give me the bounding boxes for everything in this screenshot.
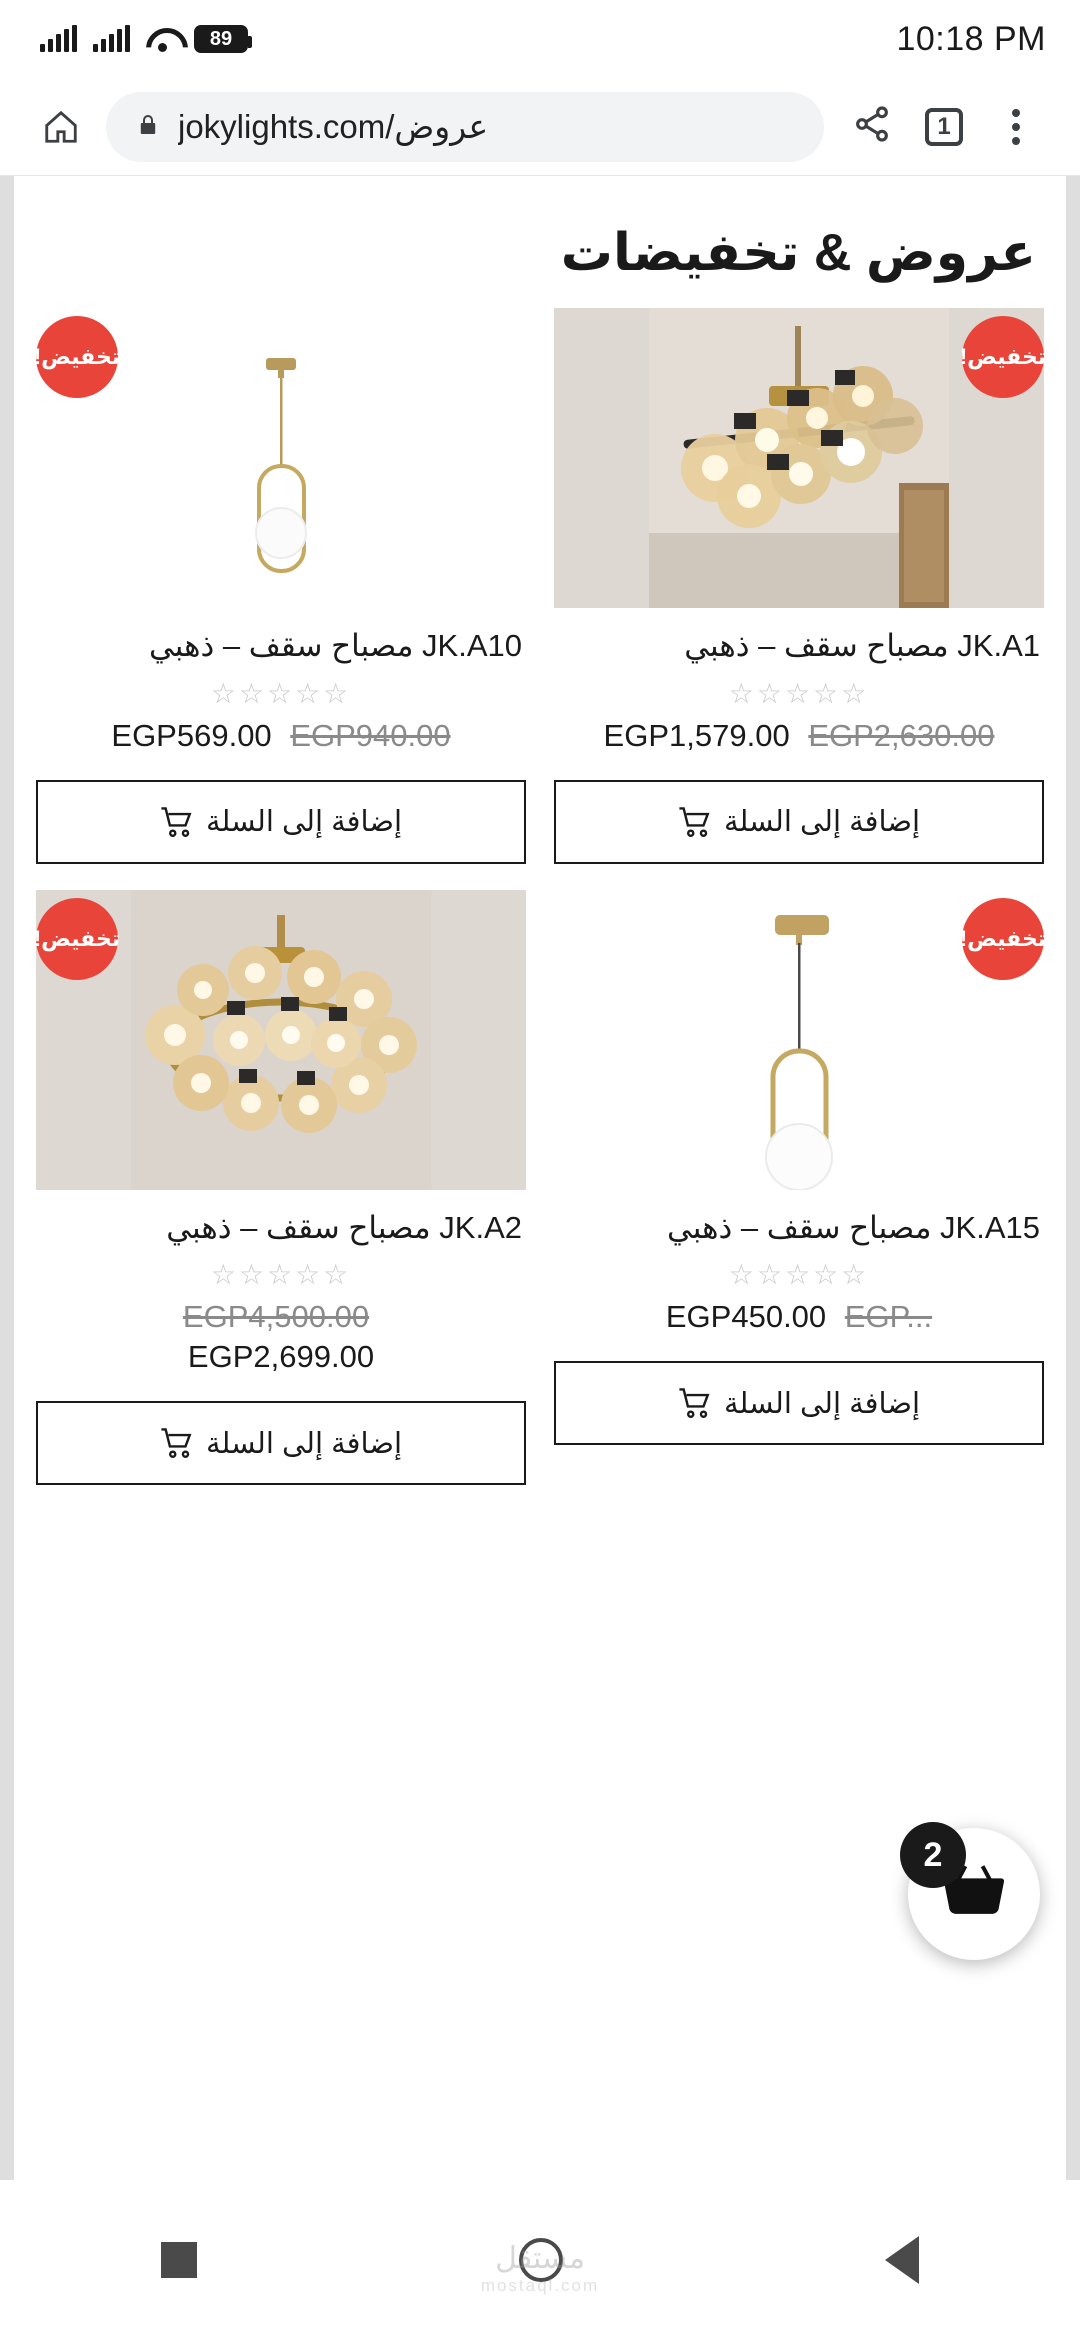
product-card[interactable] [554, 890, 1047, 1502]
rating-stars: ☆☆☆☆☆ [728, 677, 870, 709]
sale-badge: تخفيض! [36, 316, 118, 398]
status-icons [40, 25, 248, 53]
recents-button[interactable] [161, 2242, 197, 2278]
webpage-content [14, 176, 1066, 2180]
browser-menu-button[interactable] [980, 109, 1052, 145]
share-icon [852, 104, 892, 149]
watermark-secondary: mostaql.com [480, 2276, 600, 2295]
battery-level: 89 [209, 27, 233, 50]
recents-square-icon [161, 2242, 197, 2278]
price-original: EGP940.00 [290, 717, 451, 753]
overflow-menu-icon [1012, 109, 1020, 145]
back-button[interactable] [885, 2236, 919, 2284]
shopping-cart-icon [160, 807, 194, 837]
add-to-cart-label: إضافة إلى السلة [723, 1387, 921, 1420]
tab-switcher-button[interactable] [908, 108, 980, 146]
price-row [36, 714, 526, 754]
tab-count-icon: 1 [925, 108, 963, 146]
price-original: EGP4,500.00 [182, 1299, 370, 1335]
price-current: EGP2,699.00 [187, 1339, 375, 1375]
price-original: EGP2,630.00 [808, 717, 995, 753]
sale-badge: تخفيض! [36, 898, 118, 980]
product-name[interactable]: JK.A2 مصباح سقف – ذهبي [166, 1209, 522, 1245]
url-text: jokylights.com/عروض [178, 108, 489, 145]
price-row [36, 1295, 526, 1335]
lock-icon [136, 113, 160, 141]
rating-stars: ☆☆☆☆☆ [210, 677, 352, 709]
floating-cart-button[interactable] [908, 1828, 1040, 1960]
sale-badge: تخفيض! [962, 898, 1044, 980]
webpage-viewport[interactable] [0, 176, 1080, 2180]
home-icon [40, 108, 82, 146]
watermark-primary: مستقل [495, 2242, 585, 2275]
share-button[interactable] [836, 104, 908, 149]
watermark [481, 2241, 599, 2296]
price-original: EGP... [844, 1299, 933, 1335]
wifi-icon [146, 26, 178, 52]
rating-stars: ☆☆☆☆☆ [728, 1259, 870, 1291]
price-current: EGP450.00 [665, 1299, 827, 1335]
home-button[interactable] [28, 108, 94, 146]
add-to-cart-button[interactable] [554, 1361, 1044, 1445]
status-bar [0, 0, 1080, 78]
price-row [554, 1295, 1044, 1335]
product-grid [14, 296, 1066, 1502]
price-row-current [36, 1335, 526, 1375]
sale-badge: تخفيض! [962, 316, 1044, 398]
shopping-cart-icon [160, 1428, 194, 1458]
status-time: 10:18 PM [896, 19, 1046, 58]
product-card[interactable] [554, 308, 1047, 880]
price-row [554, 714, 1044, 754]
add-to-cart-label: إضافة إلى السلة [205, 1427, 403, 1460]
product-name[interactable]: JK.A10 مصباح سقف – ذهبي [148, 627, 522, 663]
price-current: EGP569.00 [111, 717, 272, 753]
add-to-cart-button[interactable] [36, 780, 526, 864]
shopping-cart-icon [678, 1388, 712, 1418]
browser-toolbar [0, 78, 1080, 176]
add-to-cart-label: إضافة إلى السلة [723, 806, 921, 839]
add-to-cart-button[interactable] [36, 1401, 526, 1485]
product-name[interactable]: JK.A15 مصباح سقف – ذهبي [666, 1209, 1040, 1245]
product-card[interactable] [33, 890, 526, 1502]
cart-item-count: 2 [900, 1822, 966, 1888]
back-triangle-icon [885, 2236, 919, 2284]
shopping-cart-icon [678, 807, 712, 837]
product-card[interactable] [33, 308, 526, 880]
address-bar[interactable] [106, 92, 824, 162]
page-title: عروض & تخفيضات [560, 224, 1036, 282]
signal-strength-icon-2 [93, 26, 130, 52]
add-to-cart-label: إضافة إلى السلة [205, 806, 403, 839]
rating-stars: ☆☆☆☆☆ [210, 1259, 352, 1291]
battery-icon [194, 25, 248, 53]
add-to-cart-button[interactable] [554, 780, 1044, 864]
signal-strength-icon-1 [40, 26, 77, 52]
price-current: EGP1,579.00 [603, 717, 790, 753]
product-name[interactable]: JK.A1 مصباح سقف – ذهبي [684, 627, 1040, 663]
